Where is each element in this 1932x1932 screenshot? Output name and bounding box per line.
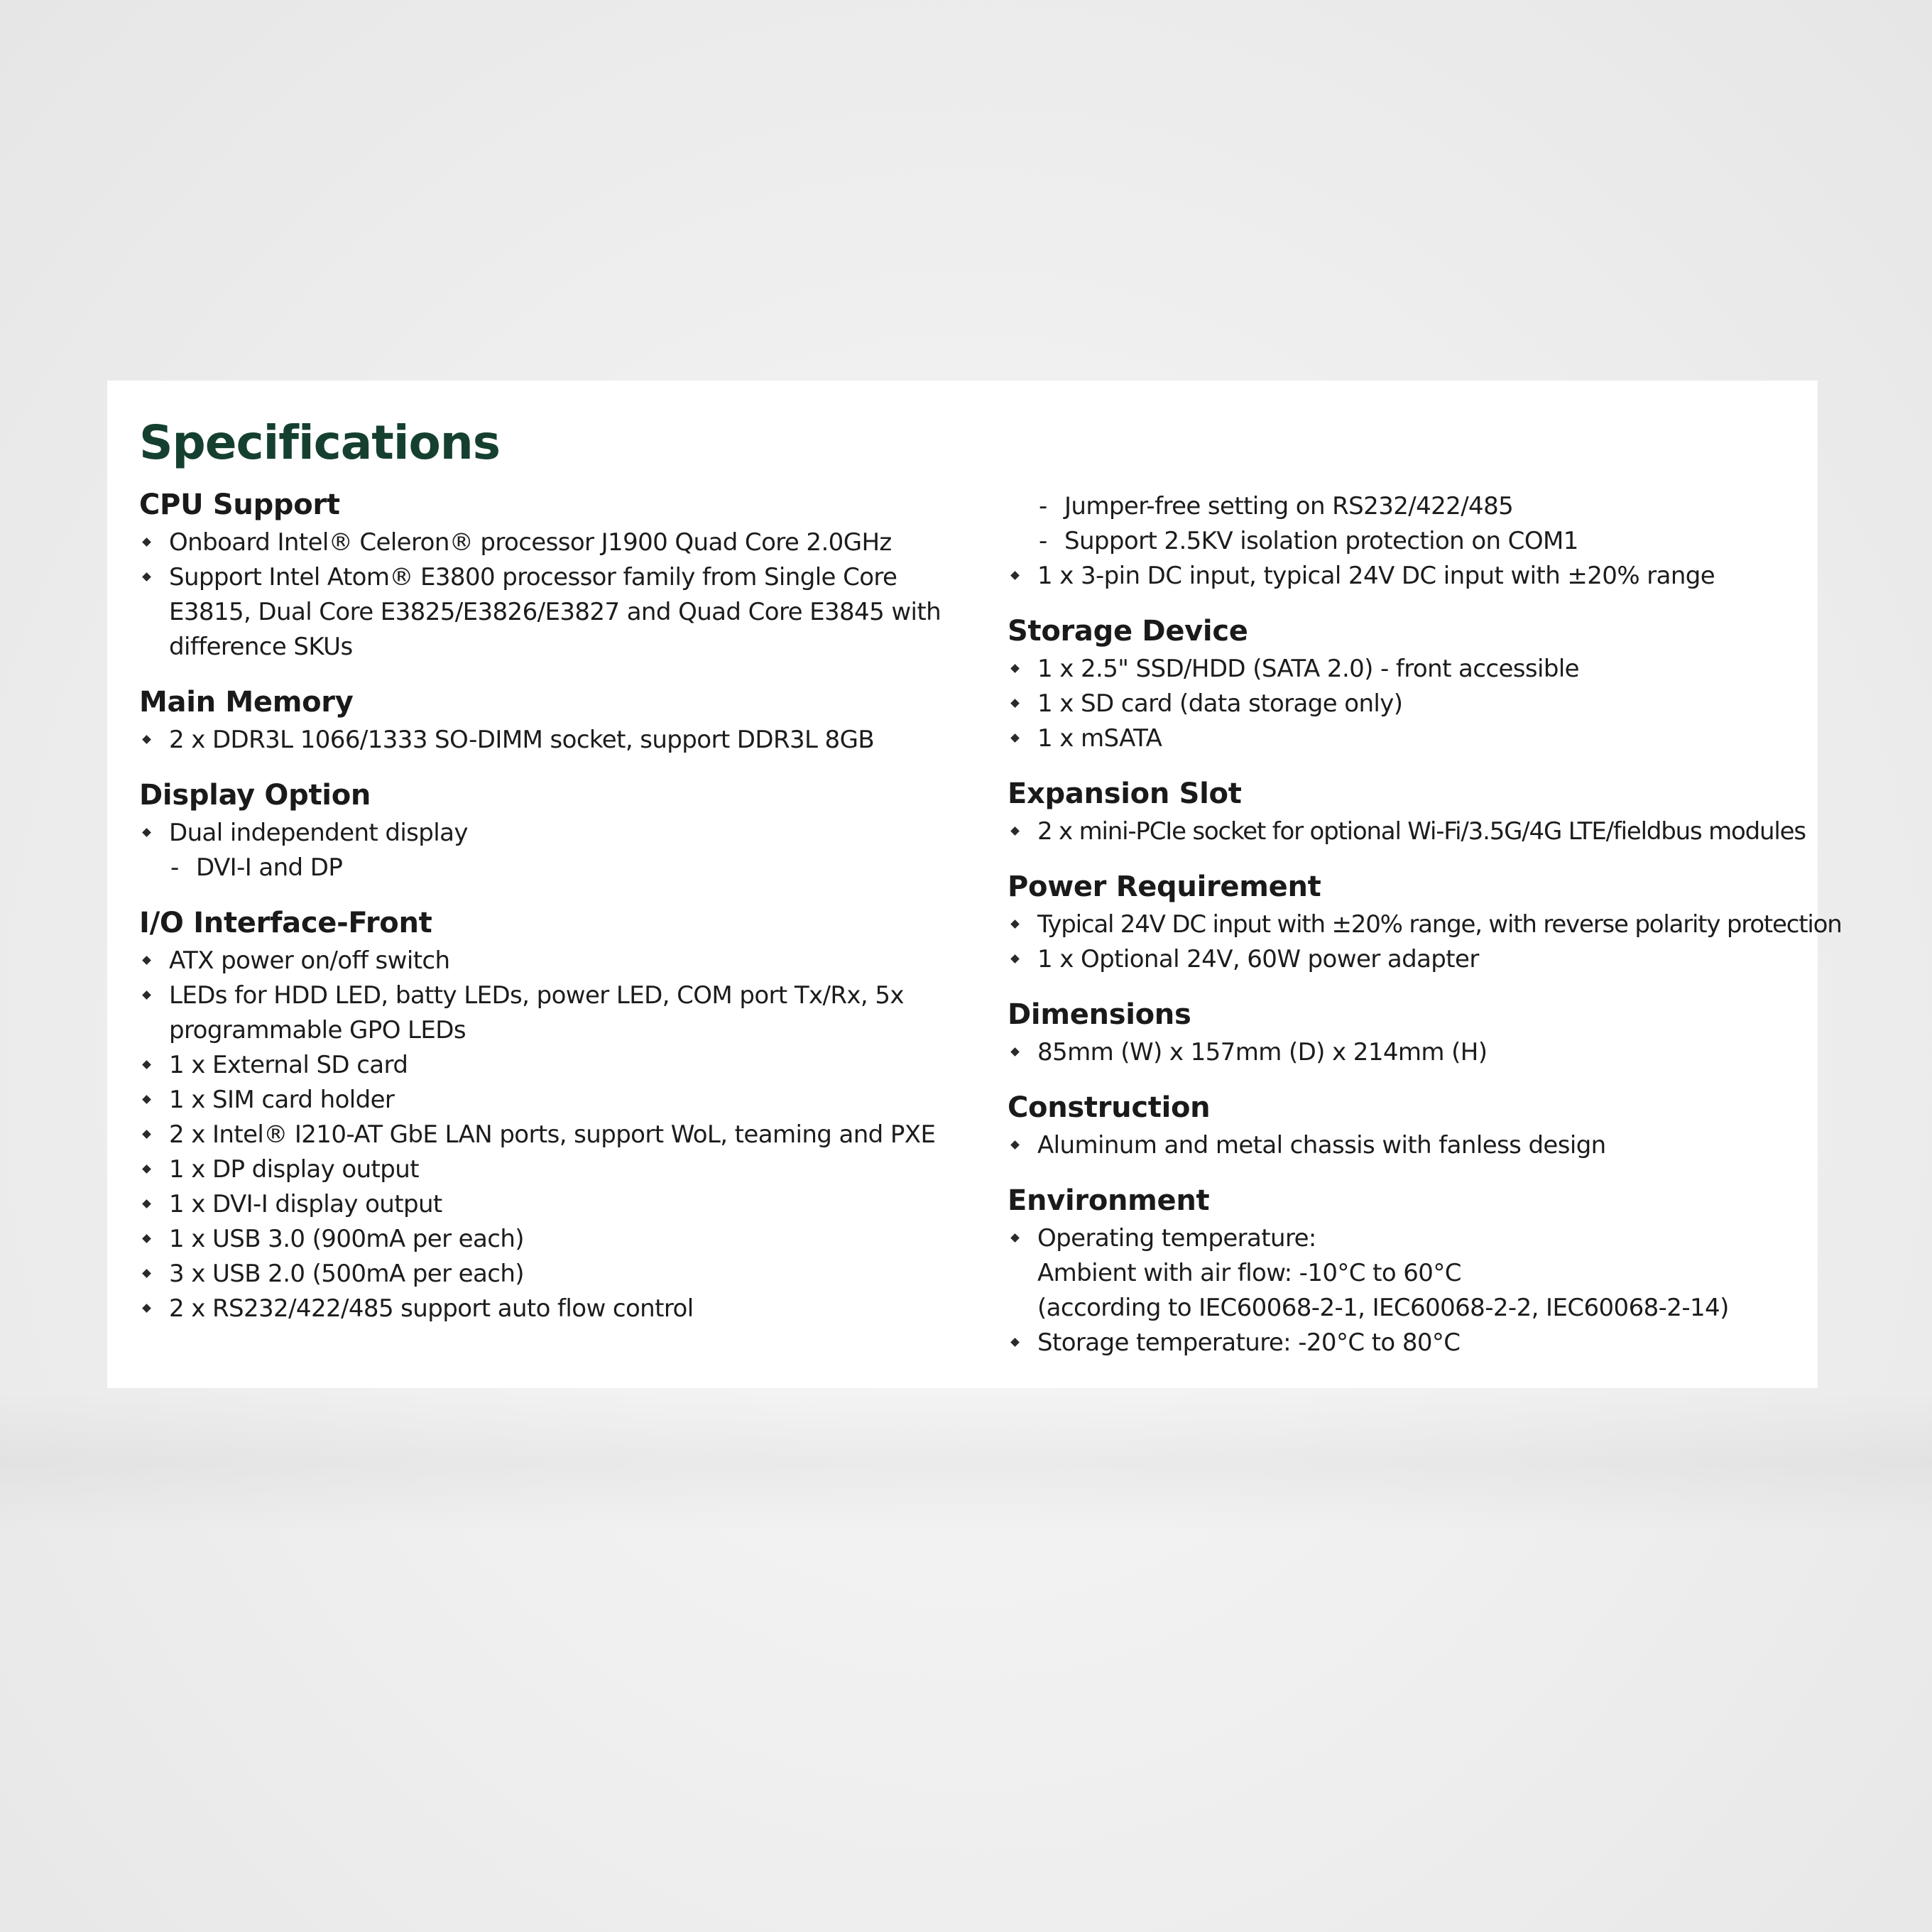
list-item: 1 x Optional 24V, 60W power adapter [1008, 942, 1810, 977]
item-list [1008, 1221, 1810, 1360]
section-heading: Main Memory [139, 686, 354, 719]
section-expansion-slot [1008, 776, 1810, 849]
list-item: 1 x 3-pin DC input, typical 24V DC input with ±20% range [1008, 559, 1810, 594]
page-title: Specifications [139, 415, 501, 470]
list-item: 1 x DP display output [139, 1152, 963, 1187]
section-construction [1008, 1090, 1810, 1163]
section-heading: Expansion Slot [1008, 777, 1242, 810]
section-cpu-support [139, 487, 963, 665]
section-dimensions [1008, 997, 1810, 1070]
item-list [1008, 814, 1810, 849]
specifications-card [107, 381, 1842, 1388]
list-item: LEDs for HDD LED, batty LEDs, power LED, COM port Tx/Rx, 5x programmable GPO LEDs [139, 978, 963, 1048]
list-item: 1 x SD card (data storage only) [1008, 687, 1810, 721]
list-item: Aluminum and metal chassis with fanless design [1008, 1128, 1810, 1163]
right-column [1008, 489, 1842, 1380]
background-shadow [0, 1392, 1932, 1534]
section-heading: Display Option [139, 779, 371, 812]
list-item: 2 x mini-PCIe socket for optional Wi-Fi/3.5G/4G LTE/fieldbus modules [1008, 814, 1810, 849]
left-column [139, 487, 963, 1346]
section-heading: Storage Device [1008, 615, 1248, 648]
list-sub-item: - DVI-I and DP [139, 851, 963, 885]
list-item: 2 x Intel® I210-AT GbE LAN ports, support WoL, teaming and PXE [139, 1118, 963, 1152]
section-heading: Environment [1008, 1184, 1210, 1217]
list-sub-item: - Jumper-free setting on RS232/422/485 [1008, 489, 1810, 524]
section-display-option [139, 777, 963, 885]
list-item: 2 x RS232/422/485 support auto flow control [139, 1292, 963, 1326]
item-list [1008, 1035, 1810, 1070]
section-io-continued [1008, 489, 1810, 594]
item-list [1008, 1128, 1810, 1163]
item-list [139, 525, 963, 665]
item-list [1008, 489, 1810, 594]
section-heading: Construction [1008, 1091, 1211, 1124]
list-item: 1 x External SD card [139, 1048, 963, 1083]
section-heading: I/O Interface-Front [139, 907, 432, 939]
list-item-continuation: Ambient with air flow: -10°C to 60°C [1037, 1259, 1461, 1287]
list-item: Storage temperature: -20°C to 80°C [1008, 1326, 1810, 1360]
list-item: 85mm (W) x 157mm (D) x 214mm (H) [1008, 1035, 1810, 1070]
list-item: 1 x SIM card holder [139, 1083, 963, 1118]
list-item: Support Intel Atom® E3800 processor family from Single Core E3815, Dual Core E3825/E3826/E3827 and Quad Core E3845 with difference SKUs [139, 560, 963, 665]
list-item: Dual independent display [139, 816, 963, 851]
item-list [139, 944, 963, 1326]
list-item-continuation: (according to IEC60068-2-1, IEC60068-2-2, IEC60068-2-14) [1037, 1294, 1729, 1322]
section-heading: CPU Support [139, 489, 340, 521]
section-io-interface-front [139, 905, 963, 1326]
section-storage-device [1008, 613, 1810, 756]
list-item: 1 x USB 3.0 (900mA per each) [139, 1222, 963, 1257]
list-item: Typical 24V DC input with ±20% range, with reverse polarity protection [1008, 907, 1810, 942]
item-list [1008, 652, 1810, 756]
item-list [139, 723, 963, 758]
section-heading: Power Requirement [1008, 871, 1321, 903]
section-power-requirement [1008, 869, 1842, 977]
list-item: 1 x DVI-I display output [139, 1187, 963, 1222]
list-item: 3 x USB 2.0 (500mA per each) [139, 1257, 963, 1292]
item-list [1008, 907, 1842, 977]
list-sub-item: - Support 2.5KV isolation protection on COM1 [1008, 524, 1810, 559]
item-list [139, 816, 963, 885]
list-item: 1 x 2.5" SSD/HDD (SATA 2.0) - front accessible [1008, 652, 1810, 687]
section-main-memory [139, 684, 963, 758]
list-item: ATX power on/off switch [139, 944, 963, 978]
list-item: 1 x mSATA [1008, 721, 1810, 756]
list-item: 2 x DDR3L 1066/1333 SO-DIMM socket, support DDR3L 8GB [139, 723, 963, 758]
list-item: Onboard Intel® Celeron® processor J1900 Quad Core 2.0GHz [139, 525, 963, 560]
section-heading: Dimensions [1008, 998, 1191, 1031]
section-environment [1008, 1183, 1810, 1360]
list-item: Operating temperature: [1008, 1221, 1810, 1256]
